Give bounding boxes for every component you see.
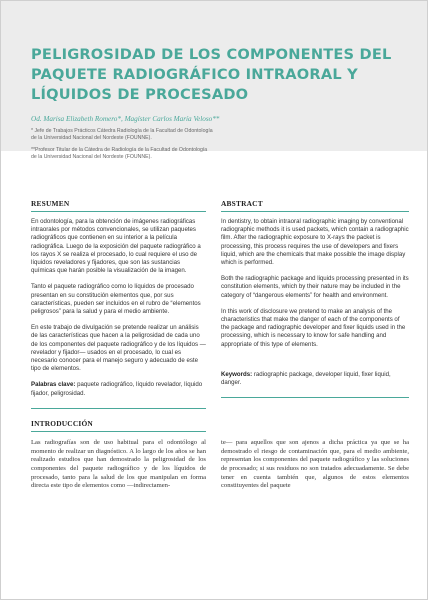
resumen-keywords: [31, 381, 206, 408]
resumen-heading: RESUMEN: [31, 199, 206, 212]
abstract-section: [221, 199, 409, 409]
abstract-paragraph: In this work of disclosure we pretend to make an analysis of the characteristics that make the danger of each of the components of the package and radiographic developer and fixer liquids used in the processing, which is necessary to know for safe handling and appropriate of this type of elements.: [221, 307, 406, 348]
affiliation-line: **Profesor Titular de la Cátedra de Radiología de la Facultad de Odontología: [31, 147, 208, 153]
introduccion-col-2: te— para aquellos que son ajenos a dicha práctica ya que se ha demostrado el riesgo de contaminación que, para el medio ambiente, representan los componentes del paquete radiográfico y las soluciones de procesado; si sus residuos no son tratados adecuadamente. Se debe tener en cuenta también que, algunos de estos elementos constituyentes del paquete: [221, 438, 409, 490]
abstract-paragraph: Both the radiographic package and liquids processing presented in its constitution elements, which by their nature may be included in the category of “dangerous elements” for health and environment.: [221, 275, 409, 299]
article-header: [1, 1, 427, 160]
resumen-paragraph: En odontología, para la obtención de imágenes radiográficas intraorales por métodos convencionales, se utilizan paquetes radiográficos que contienen en su interior a la película radiográfica. Luego de la exposición del paquete radiográfico a los rayos X se realiza el procesado, lo cual requiere el uso de líquidos reveladores y fijadores, que son las sustancias químicas que harán posible la visualización de la imagen.: [31, 218, 201, 275]
affiliation-line: de la Universidad Nacional del Nordeste (FOUNNE).: [31, 154, 152, 160]
resumen-section: [31, 199, 206, 409]
article-authors: Od. Marisa Elizabeth Romero*, Magíster Carlos María Veloso**: [31, 115, 220, 123]
keywords-label: Palabras clave:: [31, 381, 76, 389]
article-title: PELIGROSIDAD DE LOS COMPONENTES DEL PAQUETE RADIOGRÁFICO INTRAORAL Y LÍQUIDOS DE PROCESADO: [31, 46, 392, 103]
keywords-text: paquete radiográfico, líquido revelador, líquido fijador, peligrosidad.: [31, 381, 203, 397]
affiliation-1: [31, 128, 407, 142]
resumen-paragraph: Tanto el paquete radiográfico como lo líquidos de procesado presentan en su constitución elementos que, por sus características, pueden ser incluidos en el rubro de “elementos peligrosos” para la salud y para el medio ambiente.: [31, 283, 201, 316]
introduccion-section: [31, 419, 409, 491]
resumen-paragraph: En este trabajo de divulgación se pretende realizar un análisis de las características que hacen a la peligrosidad de cada uno de los componentes del paquete radiográfico y de los líquidos —revelador y fijador— usados en el procesado, lo cual es necesario conocer para el manejo seguro y adecuado de este tipo de elementos.: [31, 324, 206, 373]
keywords-text: radiographic package, developer liquid, fixer liquid, danger.: [221, 370, 391, 387]
affiliation-line: de la Universidad Nacional del Nordeste (FOUNNE).: [31, 135, 152, 141]
introduccion-col-1: Las radiografías son de uso habitual para el odontólogo al momento de realizar un diagnóstico. A lo largo de los años se han realizado estudios que han demostrado la peligrosidad de los componentes del paquete radiográfico y de los líquidos de procesado, tanto para la salud de los que manipulan en forma directa este tipo de elementos como —indirectamen-: [31, 438, 206, 490]
abstract-columns: [1, 199, 427, 409]
introduccion-columns: [31, 439, 409, 491]
affiliation-line: * Jefe de Trabajos Prácticos Cátedra Radiología de la Facultad de Odontología: [31, 128, 213, 134]
abstract-keywords: [221, 371, 409, 398]
abstract-heading: ABSTRACT: [221, 199, 409, 212]
abstract-paragraph: In dentistry, to obtain intraoral radiographic imaging by conventional radiographic methods it is used packets, which contain a radiographic film. After the radiographic exposure to X-rays the packet is processing, this process requires the use of developers and fixers liquid, which are the chemicals that make possible the image display which is performed.: [221, 218, 409, 267]
introduccion-heading: INTRODUCCIÓN: [31, 419, 206, 432]
affiliation-2: [31, 147, 407, 161]
keywords-label: Keywords:: [221, 370, 253, 378]
